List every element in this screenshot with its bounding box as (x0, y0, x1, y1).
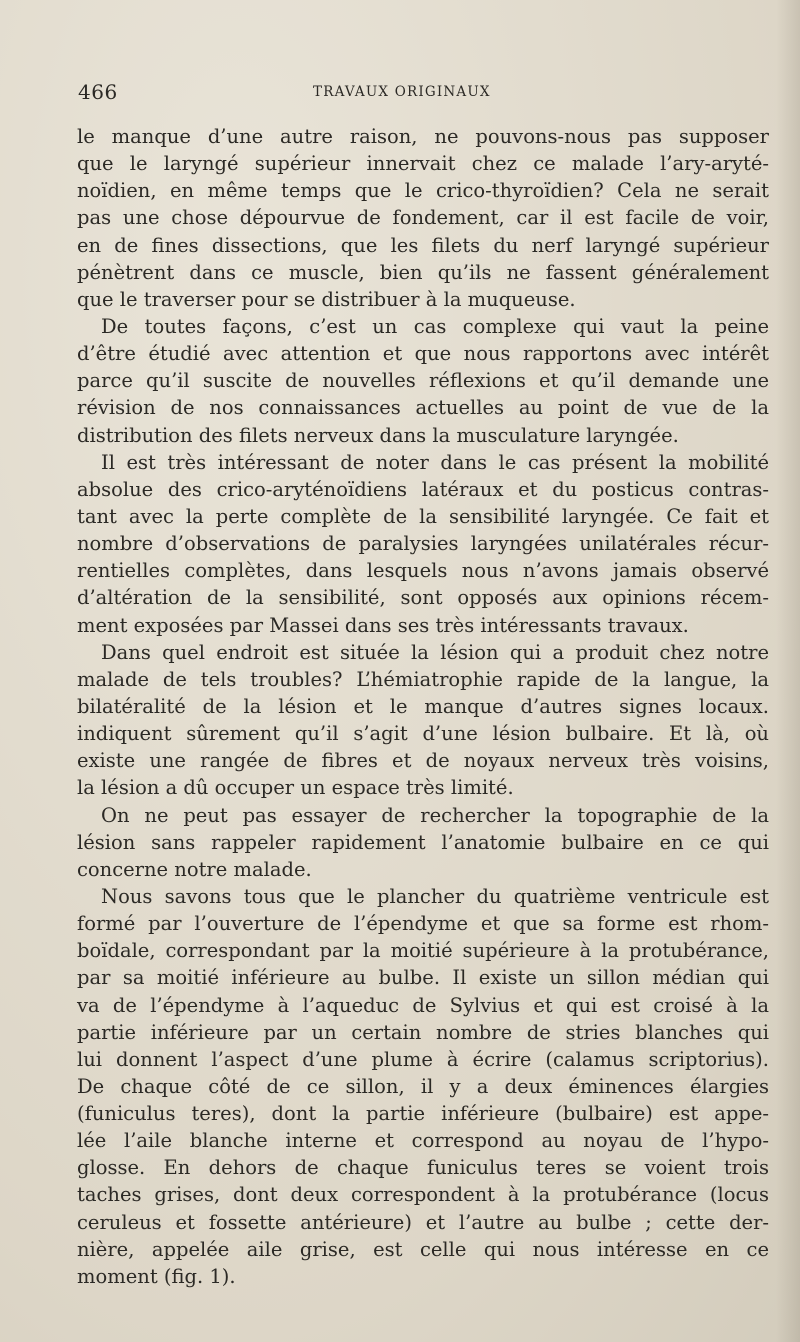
text-line: tant avec la perte complète de la sensibilité laryngée. Ce fait et (77, 504, 769, 528)
text-line: On ne peut pas essayer de rechercher la topographie de la (101, 803, 769, 827)
text-line: parce qu’il suscite de nouvelles réflexions et qu’il demande une (77, 369, 769, 393)
page-edge-shadow (776, 0, 800, 1342)
text-line: concerne notre malade. (77, 857, 312, 881)
text-line: d’altération de la sensibilité, sont opposés aux opinions récem- (77, 586, 769, 610)
text-line: noïdien, en même temps que le crico-thyroïdien? Cela ne serait (77, 179, 769, 203)
text-line: lée l’aile blanche interne et correspond au noyau de l’hypo- (77, 1129, 769, 1153)
text-line: rentielles complètes, dans lesquels nous n’avons jamais observé (77, 559, 769, 583)
body-text (77, 123, 769, 1290)
text-line: pénètrent dans ce muscle, bien qu’ils ne fassent généralement (77, 260, 769, 284)
text-line: moment (fig. 1). (77, 1264, 236, 1288)
text-line: (funiculus teres), dont la partie inférieure (bulbaire) est appe- (77, 1102, 769, 1126)
text-line: révision de nos connaissances actuelles au point de vue de la (77, 396, 769, 420)
running-title: TRAVAUX ORIGINAUX (313, 84, 491, 100)
text-line: distribution des filets nerveux dans la musculature laryngée. (77, 423, 679, 447)
text-line: De toutes façons, c’est un cas complexe qui vaut la peine (101, 314, 769, 338)
text-line: bilatéralité de la lésion et le manque d’autres signes locaux. (77, 694, 769, 718)
text-line: glosse. En dehors de chaque funiculus teres se voient trois (77, 1156, 769, 1180)
text-line: Il est très intéressant de noter dans le cas présent la mobilité (101, 450, 769, 474)
text-line: le manque d’une autre raison, ne pouvons-nous pas supposer (77, 125, 769, 148)
text-line: nombre d’observations de paralysies laryngées unilatérales récur- (77, 532, 769, 556)
text-line: que le traverser pour se distribuer à la muqueuse. (77, 287, 576, 311)
text-line: partie inférieure par un certain nombre de stries blanches qui (77, 1020, 769, 1044)
text-line: Nous savons tous que le plancher du quatrième ventricule est (101, 884, 769, 908)
text-line: par sa moitié inférieure au bulbe. Il existe un sillon médian qui (77, 966, 769, 990)
text-line: indiquent sûrement qu’il s’agit d’une lésion bulbaire. Et là, où (77, 722, 769, 746)
text-line: d’être étudié avec attention et que nous rapportons avec intérêt (77, 342, 769, 366)
text-line: formé par l’ouverture de l’épendyme et que sa forme est rhom- (77, 912, 769, 936)
text-line: boïdale, correspondant par la moitié supérieure à la protubérance, (77, 939, 769, 963)
text-line: ment exposées par Massei dans ses très intéressants travaux. (77, 613, 689, 637)
text-line: lésion sans rappeler rapidement l’anatomie bulbaire en ce qui (77, 830, 769, 854)
page-header (78, 80, 738, 110)
text-line: pas une chose dépourvue de fondement, car il est facile de voir, (77, 206, 769, 230)
text-line: malade de tels troubles? L’hémiatrophie rapide de la langue, la (77, 667, 769, 691)
text-line: De chaque côté de ce sillon, il y a deux éminences élargies (77, 1074, 769, 1098)
text-line: existe une rangée de fibres et de noyaux nerveux très voisins, (77, 749, 769, 773)
text-line: lui donnent l’aspect d’une plume à écrire (calamus scriptorius). (77, 1047, 769, 1071)
text-line: la lésion a dû occuper un espace très limité. (77, 776, 514, 800)
text-line: Dans quel endroit est située la lésion qui a produit chez notre (101, 640, 769, 664)
text-line: absolue des crico-aryténoïdiens latéraux et du posticus contras- (77, 477, 769, 501)
text-line: en de fines dissections, que les filets du nerf laryngé supérieur (77, 233, 769, 257)
text-line: va de l’épendyme à l’aqueduc de Sylvius et qui est croisé à la (77, 993, 769, 1017)
text-line: nière, appelée aile grise, est celle qui nous intéresse en ce (77, 1237, 769, 1261)
text-line: taches grises, dont deux correspondent à la protubérance (locus (77, 1183, 769, 1207)
text-line: ceruleus et fossette antérieure) et l’autre au bulbe ; cette der- (77, 1210, 769, 1234)
page-number: 466 (78, 80, 118, 104)
text-line: que le laryngé supérieur innervait chez ce malade l’ary-aryté- (77, 152, 769, 176)
